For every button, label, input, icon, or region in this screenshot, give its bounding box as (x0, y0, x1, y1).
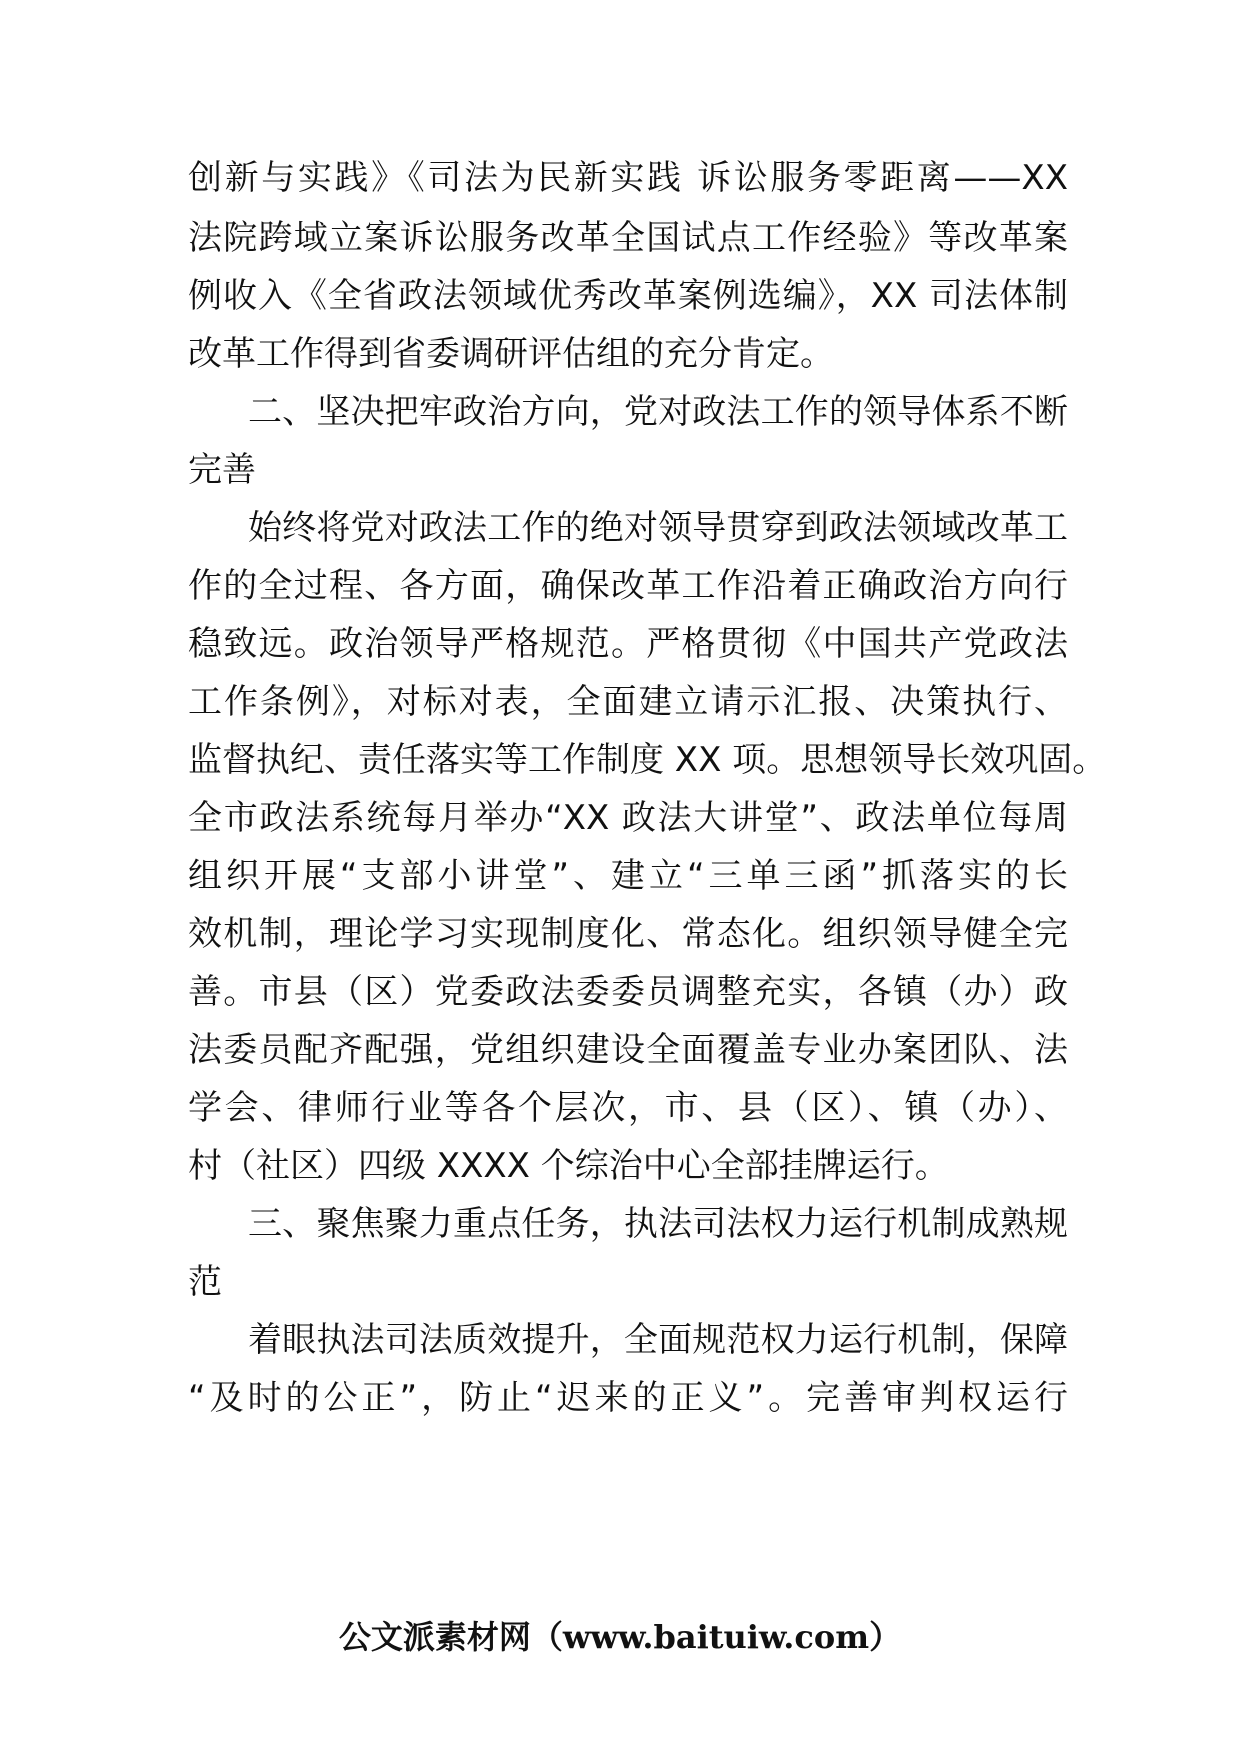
footer-source: 公文派素材网（www.baituiw.com） (338, 1618, 902, 1656)
text-line: 效机制，理论学习实现制度化、常态化。组织领导健全完 (188, 914, 1068, 954)
text-line: 法委员配齐配强，党组织建设全面覆盖专业办案团队、法 (188, 1030, 1068, 1070)
text-line: 作的全过程、各方面，确保改革工作沿着正确政治方向行 (188, 566, 1068, 606)
text-line: 组织开展“支部小讲堂”、建立“三单三函”抓落实的长 (188, 856, 1068, 896)
text-line: 学会、律师行业等各个层次，市、县（区）、镇（办）、 (188, 1088, 1068, 1128)
text-line: 着眼执法司法质效提升，全面规范权力运行机制，保障 (248, 1320, 1068, 1360)
text-line: 善。市县（区）党委政法委委员调整充实，各镇（办）政 (188, 972, 1068, 1012)
text-line: 工作条例》，对标对表，全面建立请示汇报、决策执行、 (188, 682, 1068, 722)
section-heading: 完善 (188, 450, 256, 490)
text-line: 村（社区）四级 XXXX 个综治中心全部挂牌运行。 (188, 1146, 949, 1186)
section-heading: 三、聚焦聚力重点任务，执法司法权力运行机制成熟规 (248, 1204, 1068, 1244)
text-line: 始终将党对政法工作的绝对领导贯穿到政法领域改革工 (248, 508, 1068, 548)
text-line: 稳致远。政治领导严格规范。严格贯彻《中国共产党政法 (188, 624, 1068, 664)
text-line: 监督执纪、责任落实等工作制度 XX 项。思想领导长效巩固。 (188, 740, 1107, 780)
section-heading: 二、坚决把牢政治方向，党对政法工作的领导体系不断 (248, 392, 1068, 432)
text-line: 法院跨域立案诉讼服务改革全国试点工作经验》等改革案 (188, 218, 1068, 258)
text-line: 改革工作得到省委调研评估组的充分肯定。 (188, 334, 834, 374)
text-line: 创新与实践》《司法为民新实践 诉讼服务零距离——XX (188, 158, 1068, 198)
text-line: “及时的公正”，防止“迟来的正义”。完善审判权运行 (188, 1378, 1068, 1418)
text-line: 例收入《全省政法领域优秀改革案例选编》，XX 司法体制 (188, 276, 1068, 316)
text-line: 全市政法系统每月举办“XX 政法大讲堂”、政法单位每周 (188, 798, 1068, 838)
section-heading: 范 (188, 1262, 222, 1302)
